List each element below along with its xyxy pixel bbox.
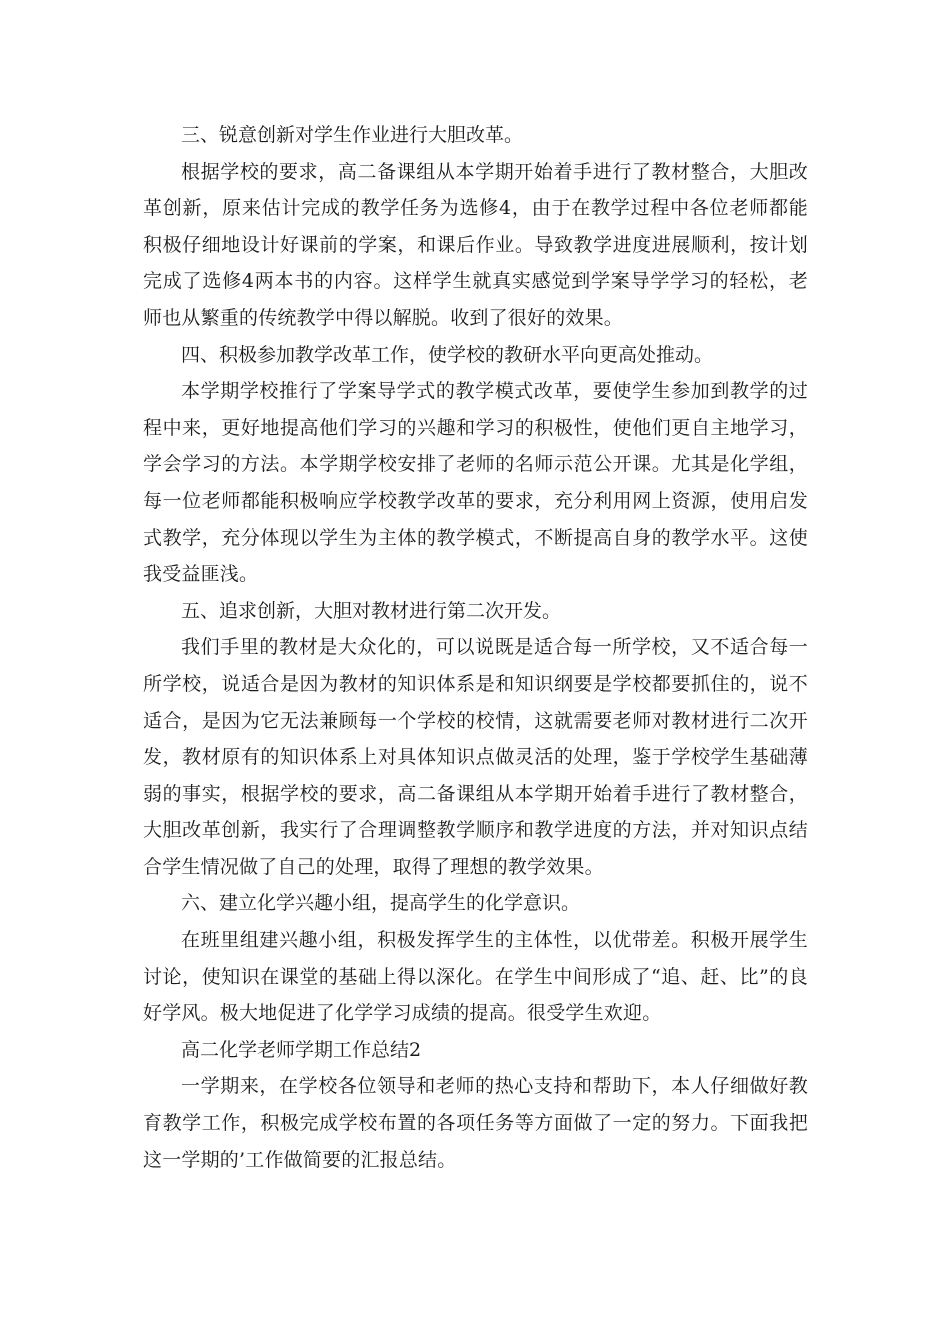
section-heading-6: 六、建立化学兴趣小组，提高学生的化学意识。 bbox=[181, 892, 581, 915]
body-paragraph: 根据学校的要求，高二备课组从本学期开始着手进行了教材整合，大胆改革创新，原来估计完成的教学任务为选修4，由于在教学过程中各位老师都能积极仔细地设计好课前的学案，和课后作业。导致教学进度进展顺利，按计划完成了选修4两本书的内容。这样学生就真实感觉到学案导学学习的轻松，老师也从繁重的传统教学中得以解脱。收到了很好的效果。 bbox=[143, 160, 808, 329]
body-paragraph: 在班里组建兴趣小组，积极发挥学生的主体性，以优带差。积极开展学生讨论，使知识在课堂的基础上得以深化。在学生中间形成了“追、赶、比”的良好学风。极大地促进了化学学习成绩的提高。很受学生欢迎。 bbox=[143, 929, 808, 1025]
document-body bbox=[143, 117, 808, 1178]
section-heading-5: 五、追求创新，大胆对教材进行第二次开发。 bbox=[181, 599, 562, 622]
document-title-2: 高二化学老师学期工作总结2 bbox=[181, 1038, 422, 1061]
body-paragraph: 我们手里的教材是大众化的，可以说既是适合每一所学校，又不适合每一所学校，说适合是因为教材的知识体系是和知识纲要是学校都要抓住的，说不适合，是因为它无法兼顾每一个学校的校情，这就需要老师对教材进行二次开发，教材原有的知识体系上对具体知识点做灵活的处理，鉴于学校学生基础薄弱的事实，根据学校的要求，高二备课组从本学期开始着手进行了教材整合，大胆改革创新，我实行了合理调整教学顺序和教学进度的方法，并对知识点结合学生情况做了自己的处理，取得了理想的教学效果。 bbox=[143, 636, 808, 878]
body-paragraph: 一学期来，在学校各位领导和老师的热心支持和帮助下，本人仔细做好教育教学工作，积极完成学校布置的各项任务等方面做了一定的努力。下面我把这一学期的’工作做简要的汇报总结。 bbox=[143, 1075, 808, 1171]
body-paragraph: 本学期学校推行了学案导学式的教学模式改革，要使学生参加到教学的过程中来，更好地提高他们学习的兴趣和学习的积极性，使他们更自主地学习，学会学习的方法。本学期学校安排了老师的名师示范公开课。尤其是化学组，每一位老师都能积极响应学校教学改革的要求，充分利用网上资源，使用启发式教学，充分体现以学生为主体的教学模式，不断提高自身的教学水平。这使我受益匪浅。 bbox=[143, 380, 808, 586]
section-heading-4: 四、积极参加教学改革工作，使学校的教研水平向更高处推动。 bbox=[181, 343, 714, 366]
section-heading-3: 三、锐意创新对学生作业进行大胆改革。 bbox=[181, 124, 524, 146]
